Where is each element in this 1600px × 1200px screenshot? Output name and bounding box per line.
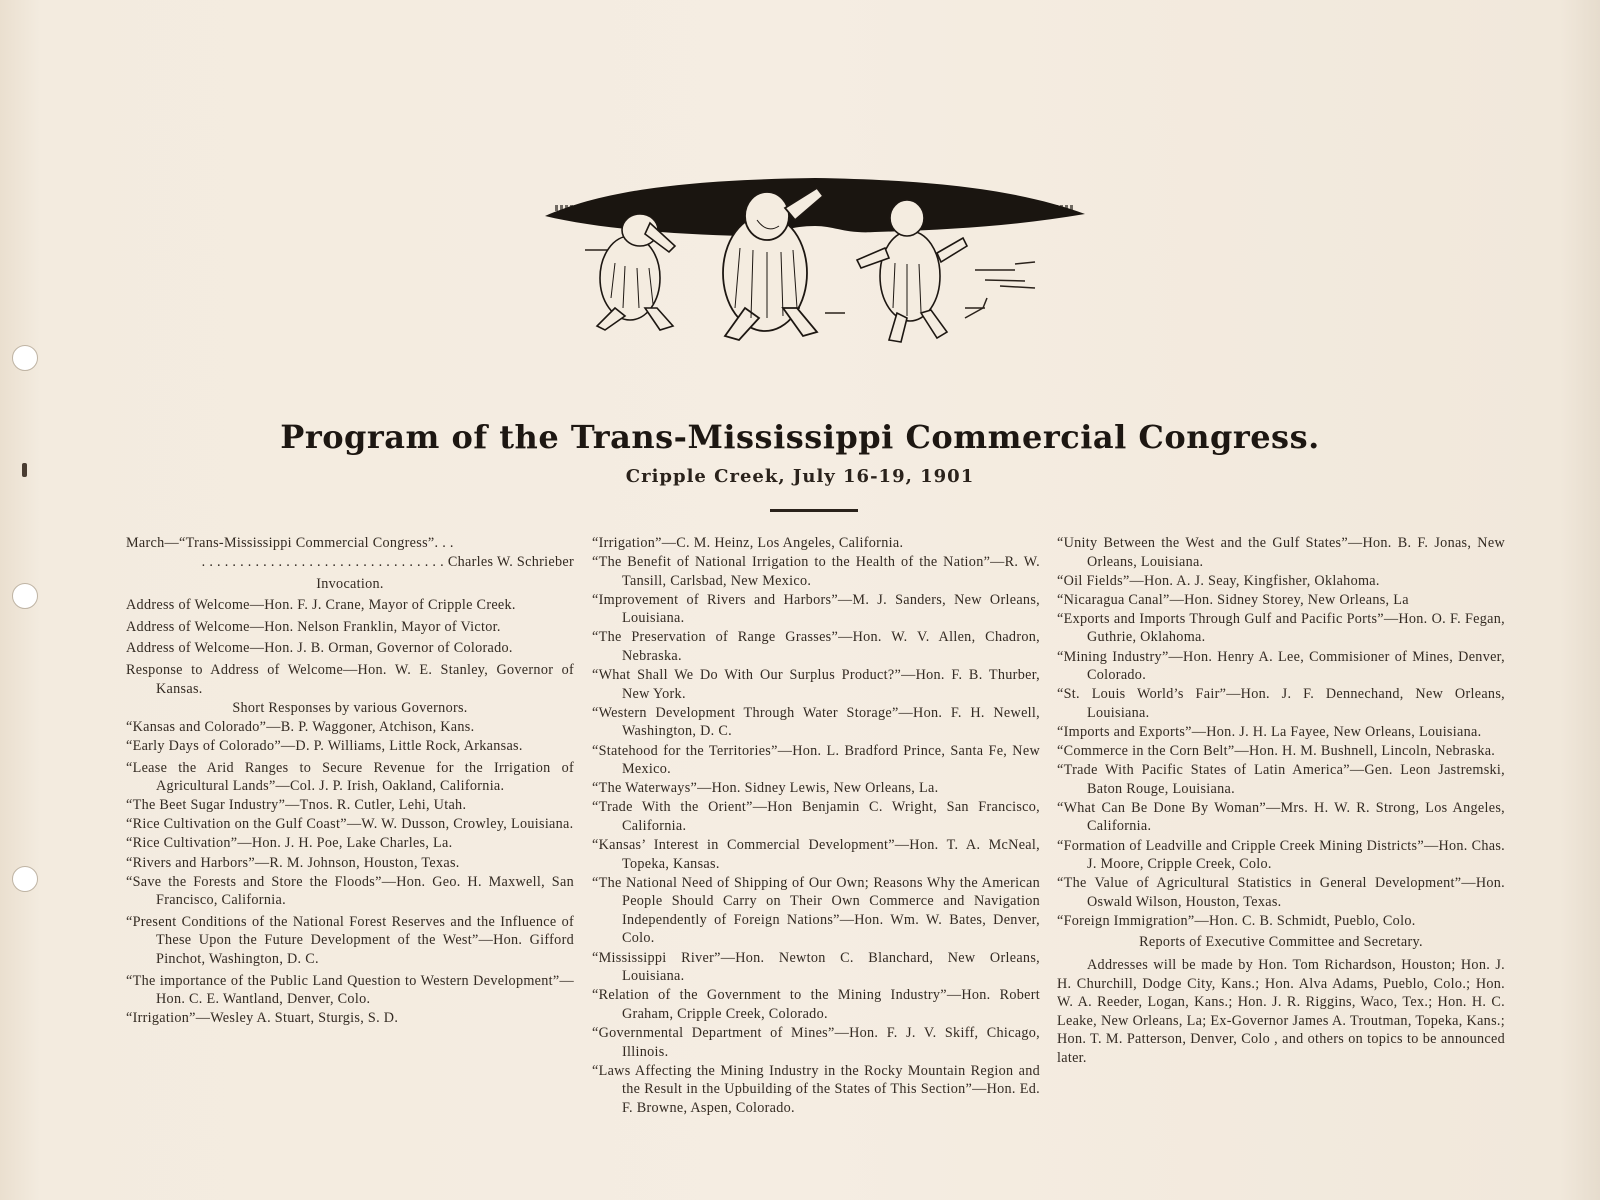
program-entry: “Governmental Department of Mines”—Hon. F. J. V. Skiff, Chicago, Illinois.	[592, 1024, 1040, 1060]
program-entry: “The importance of the Public Land Question to Western Development”—Hon. C. E. Wantland, Denver, Colo.	[126, 972, 574, 1008]
program-entry: “Commerce in the Corn Belt”—Hon. H. M. Bushnell, Lincoln, Nebraska.	[1057, 743, 1496, 760]
program-column-1	[126, 534, 574, 1028]
program-entry: Short Responses by various Governors.	[232, 699, 468, 716]
program-entry: “Western Development Through Water Storage”—Hon. F. H. Newell, Washington, D. C.	[592, 704, 1040, 740]
program-entry: “Save the Forests and Store the Floods”—Hon. Geo. H. Maxwell, San Francisco, California.	[126, 873, 574, 909]
program-entry: “Statehood for the Territories”—Hon. L. Bradford Prince, Santa Fe, New Mexico.	[592, 742, 1040, 778]
program-entry: “Nicaragua Canal”—Hon. Sidney Storey, New Orleans, La	[1057, 591, 1409, 608]
program-column-3	[1057, 534, 1505, 1068]
program-entry: “Improvement of Rivers and Harbors”—M. J. Sanders, New Orleans, Louisiana.	[592, 591, 1040, 627]
program-entry: “Mining Industry”—Hon. Henry A. Lee, Commisioner of Mines, Denver, Colorado.	[1057, 648, 1505, 684]
program-entry: “Foreign Immigration”—Hon. C. B. Schmidt, Pueblo, Colo.	[1057, 912, 1416, 929]
program-entry: “The Waterways”—Hon. Sidney Lewis, New Orleans, La.	[592, 780, 939, 797]
program-entry: Reports of Executive Committee and Secretary.	[1139, 934, 1423, 951]
program-entry: “The Preservation of Range Grasses”—Hon. W. V. Allen, Chadron, Nebraska.	[592, 629, 1040, 665]
binder-hole	[12, 345, 38, 371]
program-entry: “Exports and Imports Through Gulf and Pacific Ports”—Hon. O. F. Fegan, Guthrie, Oklahoma.	[1057, 610, 1505, 646]
program-entry: “Rice Cultivation on the Gulf Coast”—W. W. Dusson, Crowley, Louisiana.	[126, 816, 574, 833]
program-entry: March—“Trans-Mississippi Commercial Congress”. . .	[126, 535, 454, 551]
program-entry: “Kansas’ Interest in Commercial Development”—Hon. T. A. McNeal, Topeka, Kansas.	[592, 837, 1040, 872]
binder-hole	[12, 583, 38, 609]
program-entry: “The Beet Sugar Industry”—Tnos. R. Cutler, Lehi, Utah.	[126, 797, 467, 814]
program-entry: “Irrigation”—Wesley A. Stuart, Sturgis, S. D.	[126, 1010, 399, 1027]
page-title: Program of the Trans-Mississippi Commercial Congress.	[280, 418, 1320, 456]
program-entry: Invocation.	[316, 575, 384, 592]
program-entry: “Irrigation”—C. M. Heinz, Los Angeles, California.	[592, 535, 904, 551]
program-entry: “Imports and Exports”—Hon. J. H. La Fayee, New Orleans, Louisiana.	[1057, 723, 1482, 740]
program-entry: “The Benefit of National Irrigation to the Health of the Nation”—R. W. Tansill, Carlsbad, New Mexico.	[592, 554, 1040, 589]
program-entry: “Early Days of Colorado”—D. P. Williams, Little Rock, Arkansas.	[126, 737, 523, 754]
program-entry: “Rice Cultivation”—Hon. J. H. Poe, Lake Charles, La.	[126, 835, 453, 852]
program-entry: “Trade With Pacific States of Latin America”—Gen. Leon Jastremski, Baton Rouge, Louisiana.	[1057, 762, 1505, 797]
title-rule	[770, 509, 858, 512]
program-entry: “The Value of Agricultural Statistics in General Development”—Hon. Oswald Wilson, Houston, Texas.	[1057, 875, 1505, 910]
program-entry: “Kansas and Colorado”—B. P. Waggoner, Atchison, Kans.	[126, 718, 475, 735]
program-entry: “The National Need of Shipping of Our Own; Reasons Why the American People Should Carry on Their Own Commerce and Navigation Independently of Foreign Nations”—Hon. Wm. W. Bates, Denver, Colo.	[592, 874, 1040, 947]
binder-hole	[12, 866, 38, 892]
program-entry: “What Can Be Done By Woman”—Mrs. H. W. R. Strong, Los Angeles, California.	[1057, 799, 1505, 835]
program-entry: “Rivers and Harbors”—R. M. Johnson, Houston, Texas.	[126, 854, 460, 871]
program-entry: . . . . . . . . . . . . . . . . . . . . . . . . . . . . . . . . Charles W. Schrieber	[201, 554, 574, 571]
program-entry: “Relation of the Government to the Mining Industry”—Hon. Robert Graham, Cripple Creek, Colorado.	[592, 987, 1040, 1022]
program-entry: “Formation of Leadville and Cripple Creek Mining Districts”—Hon. Chas. J. Moore, Cripple Creek, Colo.	[1057, 837, 1505, 873]
program-entry: “St. Louis World’s Fair”—Hon. J. F. Dennechand, New Orleans, Louisiana.	[1057, 686, 1505, 721]
program-entry: “Present Conditions of the National Forest Reserves and the Influence of These Upon the Future Development of the West”—Hon. Gifford Pinchot, Washington, D. C.	[126, 913, 574, 967]
program-entry: “Mississippi River”—Hon. Newton C. Blanchard, New Orleans, Louisiana.	[592, 949, 1040, 985]
dancing-bears-icon	[545, 168, 1085, 358]
program-entry: “Unity Between the West and the Gulf States”—Hon. B. F. Jonas, New Orleans, Louisiana.	[1057, 535, 1505, 570]
program-entry: Address of Welcome—Hon. F. J. Crane, Mayor of Cripple Creek.	[126, 597, 516, 614]
program-entry: “Laws Affecting the Mining Industry in the Rocky Mountain Region and the Result in the Upbuilding of the States of This Section”—Hon. Ed. F. Browne, Aspen, Colorado.	[592, 1062, 1040, 1116]
program-column-2	[592, 534, 1040, 1118]
program-entry: Address of Welcome—Hon. J. B. Orman, Governor of Colorado.	[126, 640, 513, 657]
program-entry: “What Shall We Do With Our Surplus Product?”—Hon. F. B. Thurber, New York.	[592, 667, 1040, 702]
program-entry: “Lease the Arid Ranges to Secure Revenue for the Irrigation of Agricultural Lands”—Col. J. P. Irish, Oakland, California.	[126, 759, 574, 795]
closing-paragraph: Addresses will be made by Hon. Tom Richardson, Houston; Hon. J. H. Churchill, Dodge City, Kans.; Hon. Alva Adams, Pueblo, Colo.; Hon. W. A. Reeder, Logan, Kans.; Hon. J. R. Riggins, Waco, Tex.; Hon. H. C. Leake, New Orleans, La; Ex-Governor James A. Troutman, Topeka, Kans.; Hon. T. M. Patterson, Denver, Colo , and others on topics to be announced later.	[1057, 957, 1505, 1067]
program-entry: “Oil Fields”—Hon. A. J. Seay, Kingfisher, Oklahoma.	[1057, 572, 1380, 589]
page-subtitle: Cripple Creek, July 16-19, 1901	[625, 466, 975, 487]
program-entry: “Trade With the Orient”—Hon Benjamin C. Wright, San Francisco, California.	[592, 799, 1040, 834]
program-entry: Response to Address of Welcome—Hon. W. E. Stanley, Governor of Kansas.	[126, 662, 574, 697]
program-entry: Address of Welcome—Hon. Nelson Franklin, Mayor of Victor.	[126, 618, 501, 635]
